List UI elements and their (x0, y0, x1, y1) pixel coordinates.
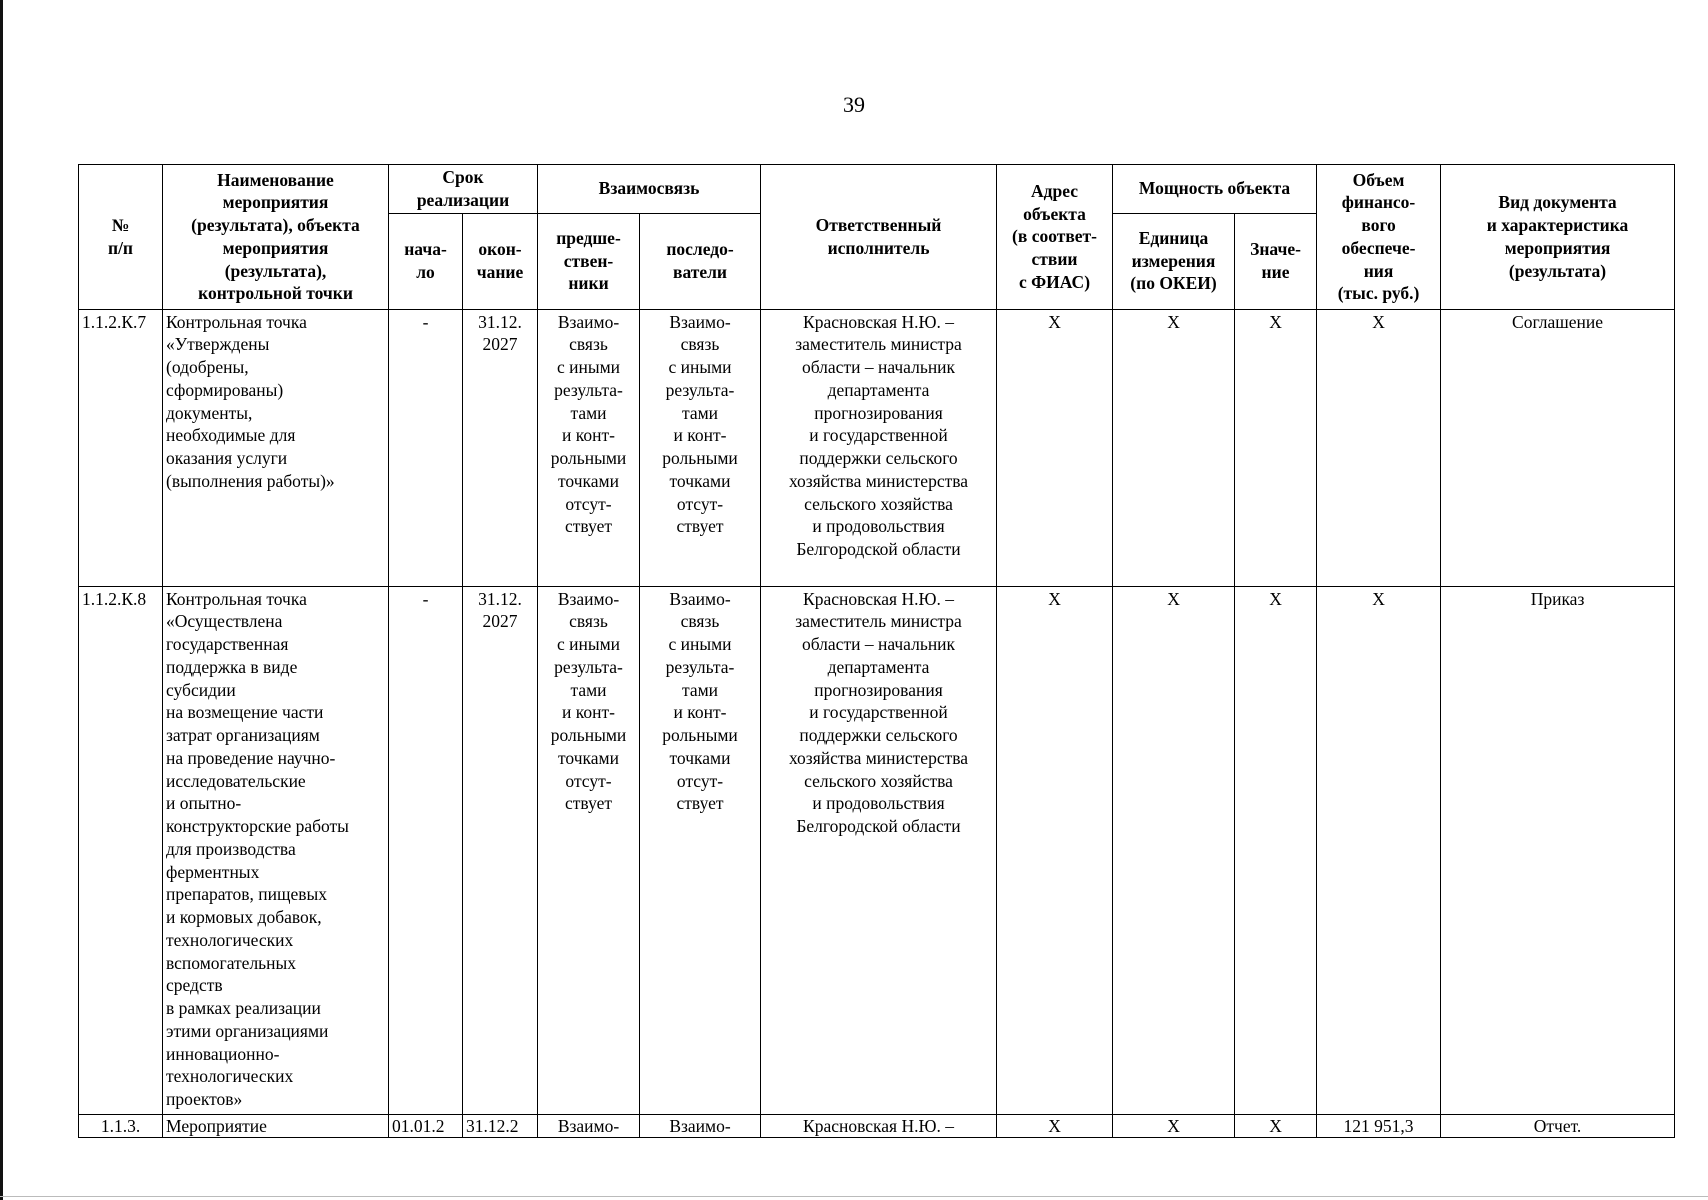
cell-doc-type: Соглашение (1441, 309, 1675, 586)
cell-successors: Взаимо- связь с иными результа- тами и конт- рольными точками отсут- ствует (640, 586, 761, 1114)
header-successors: последо- ватели (640, 213, 761, 309)
table-row (79, 586, 1675, 1114)
cell-number: 1.1.2.К.7 (79, 309, 163, 586)
header-funding: Объем финансо- вого обеспече- ния (тыс. руб.) (1317, 165, 1441, 310)
page-number: 39 (843, 92, 865, 117)
cell-number: 1.1.3. (79, 1114, 163, 1138)
cell-predecessors: Взаимо- (538, 1114, 640, 1138)
cell-unit: X (1113, 1114, 1235, 1138)
cell-predecessors: Взаимо- связь с иными результа- тами и конт- рольными точками отсут- ствует (538, 586, 640, 1114)
cell-successors: Взаимо- связь с иными результа- тами и конт- рольными точками отсут- ствует (640, 309, 761, 586)
header-start: нача- ло (389, 213, 463, 309)
page-edge-line (0, 0, 3, 1200)
cell-address: X (997, 1114, 1113, 1138)
header-predecessors: предше- ствен- ники (538, 213, 640, 309)
cell-address: X (997, 309, 1113, 586)
cell-unit: X (1113, 586, 1235, 1114)
cell-successors: Взаимо- (640, 1114, 761, 1138)
header-value: Значе- ние (1235, 213, 1317, 309)
cell-predecessors: Взаимо- связь с иными результа- тами и конт- рольными точками отсут- ствует (538, 309, 640, 586)
cell-value: X (1235, 309, 1317, 586)
cell-end: 31.12. 2027 (463, 309, 538, 586)
cell-name: Мероприятие (163, 1114, 389, 1138)
cell-start: 01.01.2 (389, 1114, 463, 1138)
header-term: Срок реализации (389, 165, 538, 214)
activities-table (78, 164, 1675, 1138)
header-address: Адрес объекта (в соответ- ствии с ФИАС) (997, 165, 1113, 310)
table-row (79, 309, 1675, 586)
cell-end: 31.12. 2027 (463, 586, 538, 1114)
cell-responsible: Красновская Н.Ю. – заместитель министра области – начальник департамента прогнозирования и государственной поддержки сельского хозяйства министерства сельского хозяйства и продовольствия Белгородской области (761, 309, 997, 586)
cell-funding: 121 951,3 (1317, 1114, 1441, 1138)
header-relation: Взаимосвязь (538, 165, 761, 214)
cell-funding: X (1317, 309, 1441, 586)
cell-name: Контрольная точка «Осуществлена государственная поддержка в виде субсидии на возмещение части затрат организациям на проведение научно- исследовательские и опытно- конструкторские работы для производства ферментных препаратов, пищевых и кормовых добавок, технологических вспомогательных средств в рамках реализации этими организациями инновационно- технологических проектов» (163, 586, 389, 1114)
header-capacity: Мощность объекта (1113, 165, 1317, 214)
cell-start: - (389, 586, 463, 1114)
cell-funding: X (1317, 586, 1441, 1114)
cell-end: 31.12.2 (463, 1114, 538, 1138)
cell-name: Контрольная точка «Утверждены (одобрены, сформированы) документы, необходимые для оказания услуги (выполнения работы)» (163, 309, 389, 586)
header-end: окон- чание (463, 213, 538, 309)
header-responsible: Ответственный исполнитель (761, 165, 997, 310)
cell-unit: X (1113, 309, 1235, 586)
cell-responsible: Красновская Н.Ю. – заместитель министра области – начальник департамента прогнозирования и государственной поддержки сельского хозяйства министерства сельского хозяйства и продовольствия Белгородской области (761, 586, 997, 1114)
header-doc-type: Вид документа и характеристика мероприятия (результата) (1441, 165, 1675, 310)
cell-responsible: Красновская Н.Ю. – (761, 1114, 997, 1138)
cell-doc-type: Отчет. (1441, 1114, 1675, 1138)
cell-address: X (997, 586, 1113, 1114)
table-row (79, 1114, 1675, 1138)
cell-value: X (1235, 1114, 1317, 1138)
header-unit: Единица измерения (по ОКЕИ) (1113, 213, 1235, 309)
cell-number: 1.1.2.К.8 (79, 586, 163, 1114)
header-number: № п/п (79, 165, 163, 310)
cell-doc-type: Приказ (1441, 586, 1675, 1114)
header-name: Наименование мероприятия (результата), объекта мероприятия (результата), контрольной точки (163, 165, 389, 310)
cell-start: - (389, 309, 463, 586)
page-bottom-line (0, 1196, 1708, 1197)
cell-value: X (1235, 586, 1317, 1114)
